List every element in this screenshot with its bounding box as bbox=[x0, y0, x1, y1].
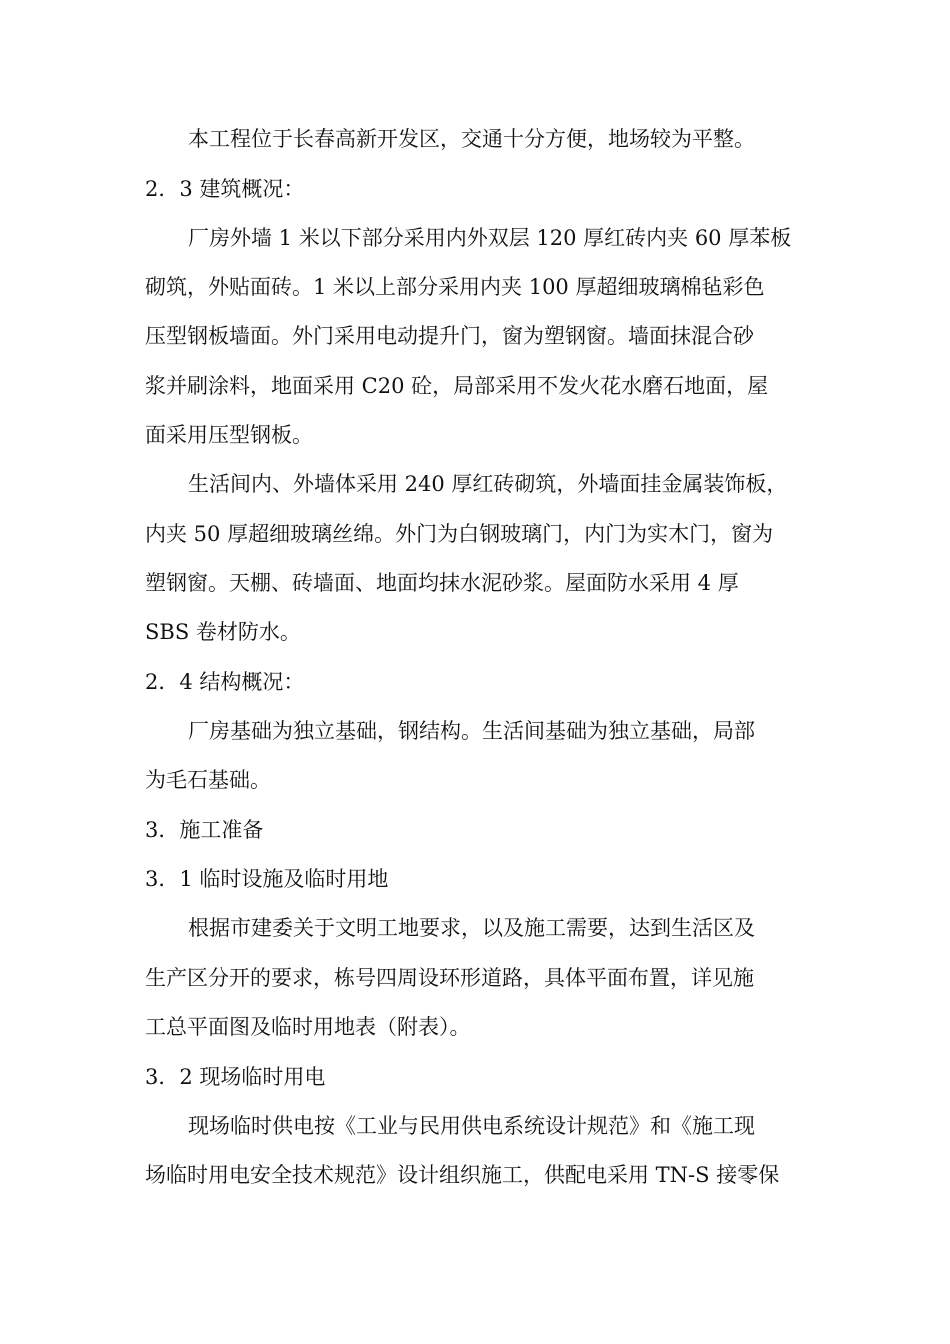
section-heading: 2．3 建筑概况： bbox=[145, 177, 305, 201]
paragraph-line: 砌筑，外贴面砖。1 米以上部分采用内夹 100 厚超细玻璃棉毡彩色 bbox=[145, 275, 765, 299]
paragraph-line: SBS 卷材防水。 bbox=[145, 620, 301, 644]
paragraph-line: 现场临时供电按《工业与民用供电系统设计规范》和《施工现 bbox=[188, 1114, 755, 1138]
section-heading: 2．4 结构概况： bbox=[145, 670, 305, 694]
paragraph-line: 内夹 50 厚超细玻璃丝绵。外门为白钢玻璃门，内门为实木门，窗为 bbox=[145, 522, 774, 546]
paragraph-line: 生产区分开的要求，栋号四周设环形道路，具体平面布置，详见施 bbox=[145, 966, 754, 990]
paragraph-line: 为毛石基础。 bbox=[145, 768, 271, 792]
paragraph-line: 厂房基础为独立基础，钢结构。生活间基础为独立基础，局部 bbox=[188, 719, 755, 743]
section-heading: 3．施工准备 bbox=[145, 818, 264, 842]
paragraph-line: 根据市建委关于文明工地要求，以及施工需要，达到生活区及 bbox=[188, 916, 755, 940]
paragraph-line: 本工程位于长春高新开发区，交通十分方便，地场较为平整。 bbox=[188, 127, 755, 151]
paragraph-line: 场临时用电安全技术规范》设计组织施工，供配电采用 TN-S 接零保 bbox=[145, 1163, 780, 1187]
section-heading: 3．2 现场临时用电 bbox=[145, 1065, 326, 1089]
section-heading: 3．1 临时设施及临时用地 bbox=[145, 867, 389, 891]
paragraph-line: 面采用压型钢板。 bbox=[145, 423, 313, 447]
paragraph-line: 工总平面图及临时用地表（附表）。 bbox=[145, 1015, 471, 1039]
paragraph-line: 生活间内、外墙体采用 240 厚红砖砌筑，外墙面挂金属装饰板， bbox=[188, 472, 788, 496]
paragraph-line: 浆并刷涂料，地面采用 C20 砼，局部采用不发火花水磨石地面，屋 bbox=[145, 374, 769, 398]
paragraph-line: 塑钢窗。天棚、砖墙面、地面均抹水泥砂浆。屋面防水采用 4 厚 bbox=[145, 571, 739, 595]
paragraph-line: 厂房外墙 1 米以下部分采用内外双层 120 厚红砖内夹 60 厚苯板 bbox=[188, 226, 792, 250]
paragraph-line: 压型钢板墙面。外门采用电动提升门，窗为塑钢窗。墙面抹混合砂 bbox=[145, 324, 754, 348]
